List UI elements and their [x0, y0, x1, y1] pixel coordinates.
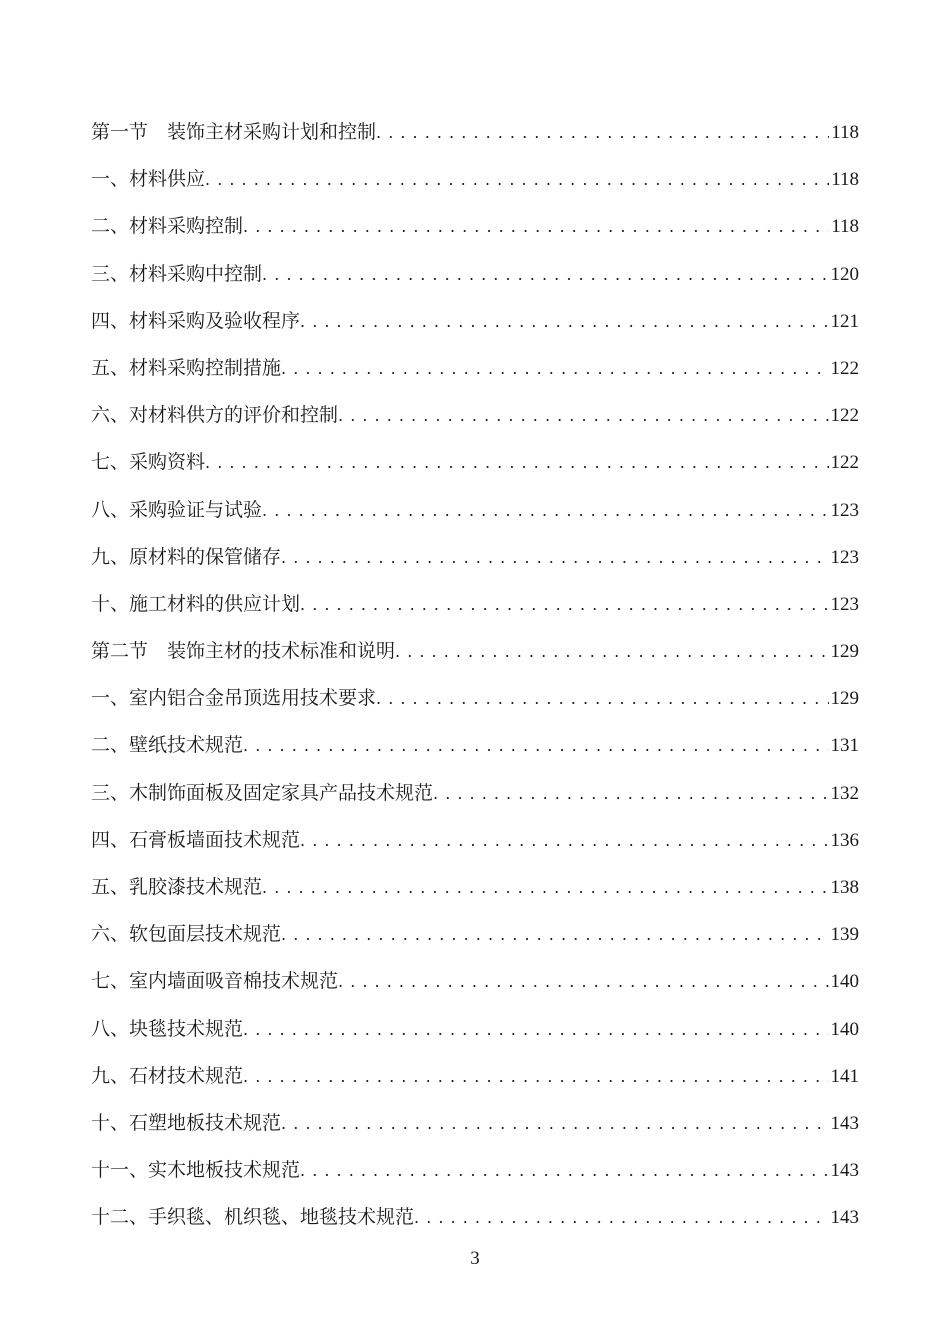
- dot-leader: [338, 958, 828, 1005]
- toc-entry[interactable]: [91, 1053, 859, 1100]
- toc-entry-page: 122: [830, 452, 859, 474]
- toc-entry[interactable]: [91, 864, 859, 911]
- toc-entry-title: 十一、实木地板技术规范: [91, 1159, 301, 1182]
- dot-leader: [300, 817, 828, 864]
- dot-leader: [376, 109, 829, 156]
- toc-entry-title: 十、施工材料的供应计划: [91, 592, 301, 615]
- toc-entry[interactable]: [91, 1194, 859, 1241]
- toc-entry-page: 143: [830, 1160, 859, 1182]
- toc-entry[interactable]: [91, 1006, 859, 1053]
- toc-entry-page: 138: [830, 877, 859, 898]
- toc-entry-page: 123: [830, 546, 859, 568]
- dot-leader: [300, 1147, 828, 1194]
- toc-entry[interactable]: [91, 958, 859, 1005]
- dot-leader: [376, 675, 828, 722]
- toc-entry-title: 二、壁纸技术规范: [91, 734, 244, 757]
- dot-leader: [243, 1053, 828, 1100]
- toc-entry-title: 六、软包面层技术规范: [91, 923, 282, 946]
- dot-leader: [262, 487, 828, 534]
- toc-entry-page: 136: [830, 829, 859, 851]
- dot-leader: [433, 770, 828, 817]
- toc-entry-page: 132: [830, 782, 859, 804]
- dot-leader: [281, 345, 828, 392]
- dot-leader: [243, 722, 828, 769]
- toc-entry[interactable]: [91, 628, 859, 675]
- toc-entry[interactable]: [91, 722, 859, 769]
- toc-entry[interactable]: [91, 439, 859, 486]
- toc-entry[interactable]: [91, 156, 859, 203]
- toc-entry-title: 六、对材料供方的评价和控制: [91, 404, 339, 427]
- toc-entry-page: 121: [830, 310, 859, 332]
- page-number: 3: [470, 1248, 480, 1269]
- toc-entry-page: 118: [831, 216, 859, 238]
- toc-entry-title: 五、材料采购控制措施: [91, 356, 282, 379]
- toc-entry-page: 118: [831, 169, 859, 191]
- dot-leader: [338, 392, 828, 439]
- toc-entry-page: 139: [830, 924, 859, 946]
- toc-entry-title: 第一节 装饰主材采购计划和控制: [91, 121, 377, 143]
- toc-entry-title: 一、室内铝合金吊顶选用技术要求: [91, 687, 377, 710]
- toc-entry[interactable]: [91, 1147, 859, 1194]
- toc-entry[interactable]: [91, 251, 859, 298]
- toc-entry[interactable]: [91, 770, 859, 817]
- toc-entry[interactable]: [91, 1100, 859, 1147]
- toc-entry-title: 四、石膏板墙面技术规范: [91, 828, 301, 851]
- toc-entry[interactable]: [91, 581, 859, 628]
- toc-entry-title: 三、材料采购中控制: [91, 262, 263, 285]
- toc-entry-page: 129: [830, 688, 859, 710]
- toc-entry-page: 140: [830, 971, 859, 993]
- dot-leader: [205, 156, 829, 203]
- toc-entry[interactable]: [91, 487, 859, 534]
- toc-entry-page: 129: [830, 641, 859, 663]
- toc-entry-title: 三、木制饰面板及固定家具产品技术规范: [91, 781, 434, 804]
- toc-entry-page: 118: [831, 122, 859, 143]
- dot-leader: [205, 439, 828, 486]
- dot-leader: [395, 628, 828, 675]
- toc-entry[interactable]: [91, 345, 859, 392]
- dot-leader: [281, 534, 828, 581]
- toc-entry[interactable]: [91, 534, 859, 581]
- toc-entry-page: 123: [830, 593, 859, 615]
- toc-entry-page: 131: [830, 735, 859, 757]
- toc-entry-page: 141: [830, 1065, 859, 1087]
- toc-entry-page: 123: [830, 499, 859, 521]
- toc-entry-title: 十二、手织毯、机织毯、地毯技术规范: [91, 1206, 415, 1229]
- toc-entry-title: 八、块毯技术规范: [91, 1017, 244, 1040]
- dot-leader: [300, 298, 828, 345]
- toc-entry-title: 七、室内墙面吸音棉技术规范: [91, 970, 339, 993]
- toc-entry-title: 八、采购验证与试验: [91, 498, 263, 521]
- toc-entry-title: 四、材料采购及验收程序: [91, 309, 301, 332]
- dot-leader: [243, 1006, 828, 1053]
- dot-leader: [243, 203, 829, 250]
- toc-entry-title: 十、石塑地板技术规范: [91, 1111, 282, 1134]
- toc-entry[interactable]: [91, 911, 859, 958]
- dot-leader: [262, 251, 828, 298]
- dot-leader: [281, 911, 828, 958]
- toc-entry-title: 一、材料供应: [91, 168, 206, 191]
- toc-entry-page: 140: [830, 1018, 859, 1040]
- dot-leader: [300, 581, 828, 628]
- toc-entry-page: 120: [830, 263, 859, 285]
- toc-entry-title: 九、石材技术规范: [91, 1064, 244, 1087]
- toc-entry-title: 第二节 装饰主材的技术标准和说明: [91, 640, 396, 663]
- toc-entry[interactable]: [91, 203, 859, 250]
- toc-entry-title: 二、材料采购控制: [91, 215, 244, 238]
- dot-leader: [414, 1194, 828, 1241]
- toc-entry[interactable]: [91, 817, 859, 864]
- toc-entry-page: 143: [830, 1207, 859, 1229]
- dot-leader: [262, 864, 828, 911]
- toc-entry[interactable]: [91, 675, 859, 722]
- toc-entry-title: 九、原材料的保管储存: [91, 545, 282, 568]
- toc-entry-page: 143: [830, 1112, 859, 1134]
- toc-entry[interactable]: [91, 298, 859, 345]
- table-of-contents: [91, 109, 859, 1242]
- toc-entry[interactable]: [91, 109, 859, 156]
- toc-entry[interactable]: [91, 392, 859, 439]
- toc-entry-page: 122: [830, 405, 859, 427]
- toc-entry-page: 122: [830, 357, 859, 379]
- dot-leader: [281, 1100, 828, 1147]
- toc-entry-title: 七、采购资料: [91, 451, 206, 474]
- toc-entry-title: 五、乳胶漆技术规范: [91, 876, 263, 898]
